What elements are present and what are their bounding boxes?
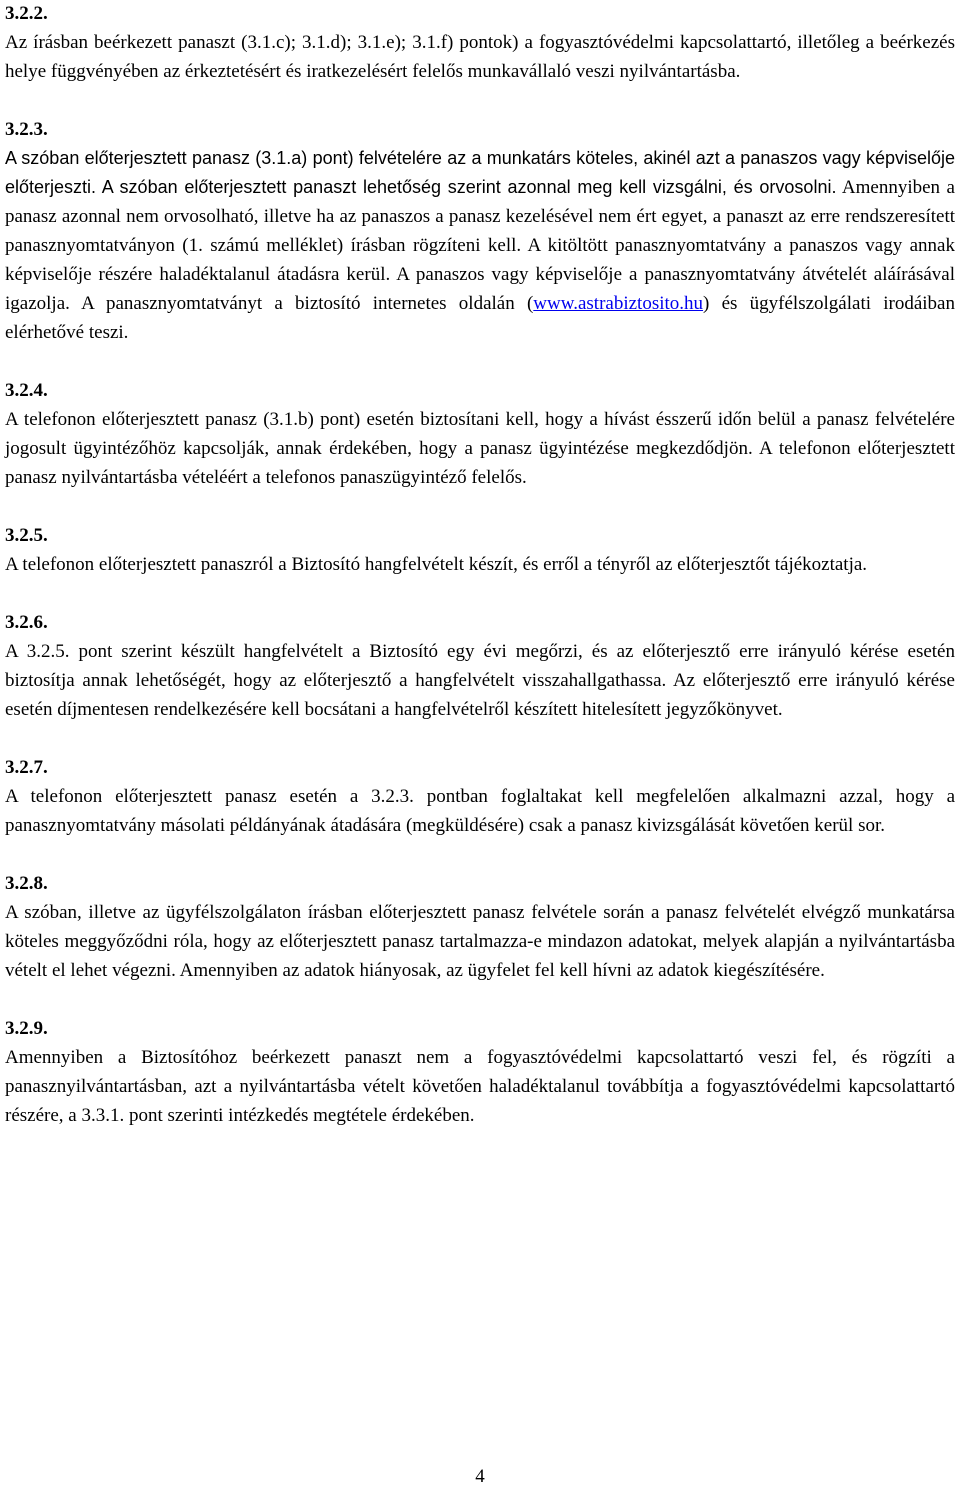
section-text: A 3.2.5. pont szerint készült hangfelvételt a Biztosító egy évi megőrzi, és az előterjesztő erre irányuló kérése esetén biztosítja annak lehetőségét, hogy az előterjesztő a hangfelvételt visszahallgathassa. Az előterjesztő erre irányuló kérése esetén díjmentesen rendelkezésére kell bocsátani a hangfelvételről készített hitelesített jegyzőkönyvet. [5, 641, 955, 720]
section-text: A telefonon előterjesztett panasz esetén a 3.2.3. pontban foglaltakat kell megfelelően alkalmazni azzal, hogy a panasznyomtatvány másolati példányának átadására (megküldésére) csak a panasz kivizsgálását követően kerül sor. [5, 786, 955, 836]
section-text-sans: A szóban előterjesztett panasz (3.1.a) pont) felvételére az a munkatárs köteles, akinél azt a panaszos vagy képviselője előterjeszti. A szóban előterjesztett panaszt lehetőség szerint azonnal meg kell vizsgálni, és orvosolni. [5, 148, 955, 197]
section-number: 3.2.3. [5, 119, 48, 140]
document-page [5, 0, 955, 1159]
section-number: 3.2.6. [5, 612, 48, 633]
section-3-2-3 [5, 115, 955, 347]
section-number: 3.2.2. [5, 3, 48, 24]
section-number: 3.2.9. [5, 1018, 48, 1039]
section-3-2-7 [5, 753, 955, 840]
section-text [5, 144, 955, 347]
section-number: 3.2.5. [5, 525, 48, 546]
section-3-2-5 [5, 521, 955, 579]
website-link[interactable]: www.astrabiztosito.hu [533, 293, 704, 314]
section-3-2-9 [5, 1014, 955, 1130]
section-number: 3.2.7. [5, 757, 48, 778]
page-number: 4 [475, 1466, 485, 1487]
section-text-part: ) és ügyfélszolgálati irodáiban elérhetővé teszi. [5, 293, 955, 343]
section-text-part: Amennyiben a panasz azonnal nem orvosolható, illetve ha az panaszos a panasz kezelésével nem ért egyet, a panaszt az erre rendszeresített panasznyomtatványon (1. számú melléklet) írásban rögzíteni kell. A kitöltött panasznyomtatvány a panaszos vagy annak képviselője részére haladéktalanul átadásra kerül. A panaszos vagy képviselője a panasznyomtatvány átvételét aláírásával igazolja. A panasznyomtatványt a biztosító internetes oldalán ( [5, 177, 955, 314]
section-text: Amennyiben a Biztosítóhoz beérkezett panaszt nem a fogyasztóvédelmi kapcsolattartó veszi fel, és rögzíti a panasznyilvántartásban, azt a nyilvántartásba vételt követően haladéktalanul továbbítja a fogyasztóvédelmi kapcsolattartó részére, a 3.3.1. pont szerinti intézkedés megtétele érdekében. [5, 1047, 955, 1126]
section-3-2-8 [5, 869, 955, 985]
section-text: A telefonon előterjesztett panasz (3.1.b) pont) esetén biztosítani kell, hogy a hívást ésszerű időn belül a panasz felvételére jogosult ügyintézőhöz kapcsolják, annak érdekében, hogy a panasz ügyintézése megkezdődjön. A telefonon előterjesztett panasz nyilvántartásba vételéért a telefonos panaszügyintéző felelős. [5, 409, 955, 488]
section-3-2-4 [5, 376, 955, 492]
section-number: 3.2.8. [5, 873, 48, 894]
section-3-2-2 [5, 0, 955, 86]
section-text: A szóban, illetve az ügyfélszolgálaton írásban előterjesztett panasz felvétele során a panasz felvételét elvégző munkatársa köteles meggyőződni róla, hogy az előterjesztett panasz tartalmazza-e mindazon adatokat, melyek alapján a nyilvántartásba vételt el lehet végezni. Amennyiben az adatok hiányosak, az ügyfelet fel kell hívni az adatok kiegészítésére. [5, 902, 955, 981]
section-text: Az írásban beérkezett panaszt (3.1.c); 3.1.d); 3.1.e); 3.1.f) pontok) a fogyasztóvédelmi kapcsolattartó, illetőleg a beérkezés helye függvényében az érkeztetésért és iratkezelésért felelős munkavállaló veszi nyilvántartásba. [5, 32, 955, 82]
section-number: 3.2.4. [5, 380, 48, 401]
section-text: A telefonon előterjesztett panaszról a Biztosító hangfelvételt készít, és erről a tényről az előterjesztőt tájékoztatja. [5, 554, 868, 575]
section-3-2-6 [5, 608, 955, 724]
